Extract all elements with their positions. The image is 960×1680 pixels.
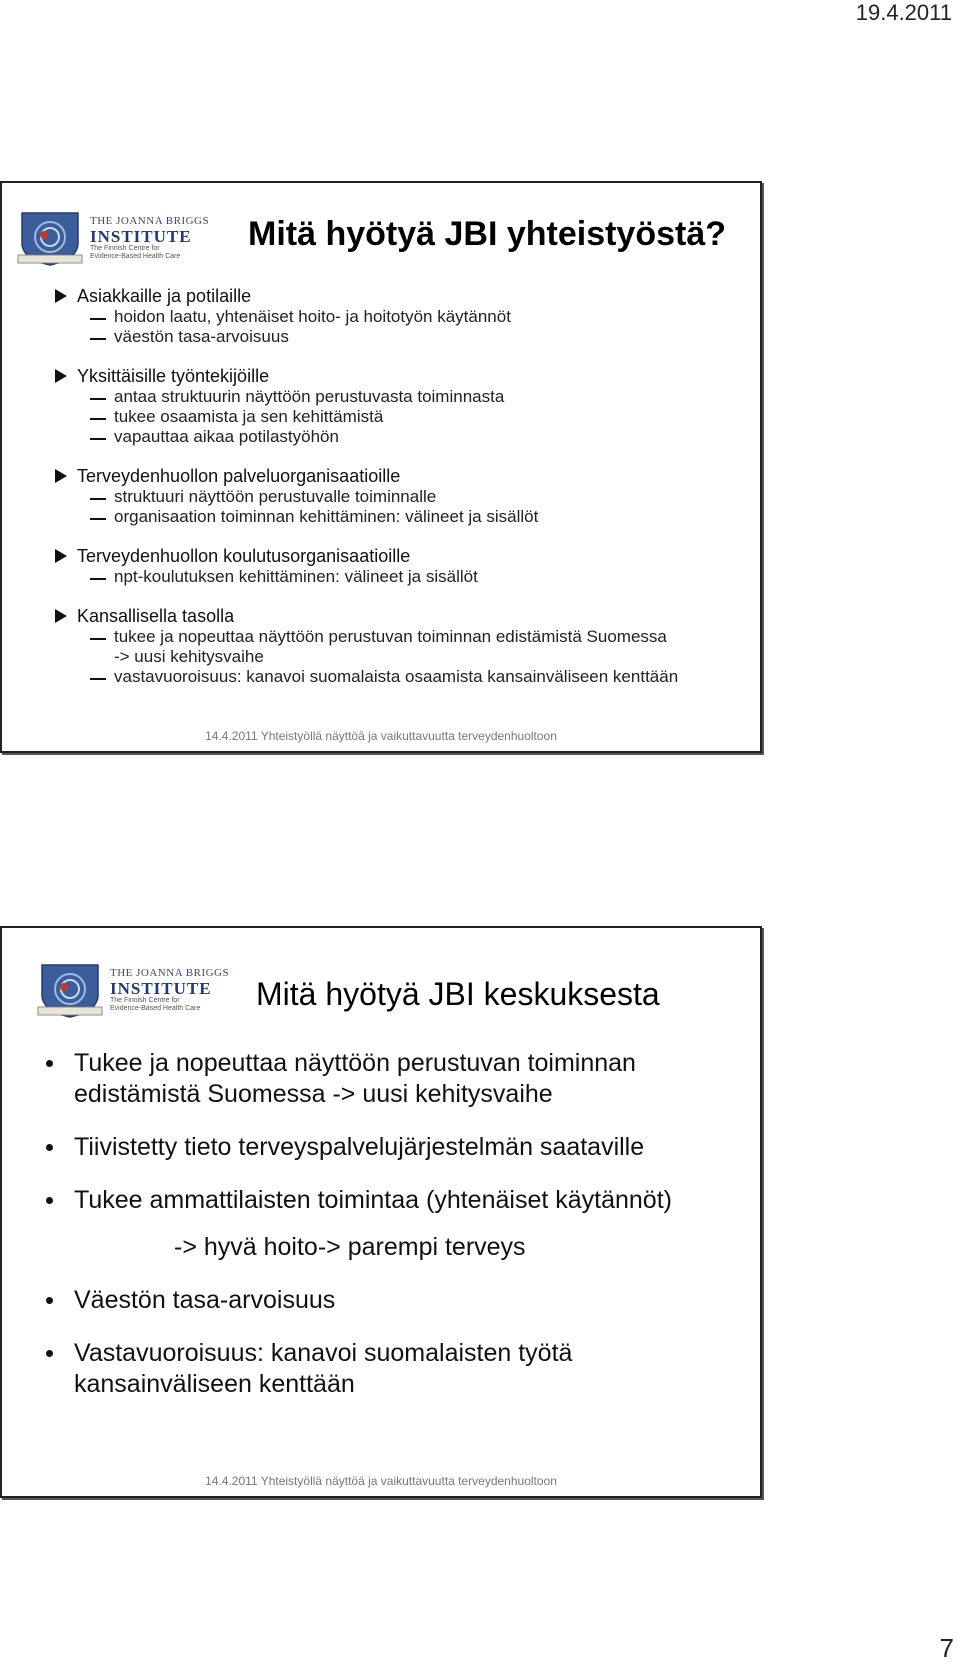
logo-line-3: The Finnish Centre for bbox=[110, 997, 180, 1005]
list-item: struktuuri näyttöön perustuvalle toiminnalle bbox=[58, 487, 750, 507]
section-heading: Asiakkaille ja potilaille bbox=[77, 286, 252, 306]
slide-2-bullets bbox=[40, 1048, 730, 1422]
jbi-logo bbox=[36, 961, 229, 1019]
bullet-item: Tukee ammattilaisten toimintaa (yhtenäiset käytännöt) -> hyvä hoito-> parempi terveys bbox=[40, 1185, 730, 1263]
arrow-bullet-icon bbox=[55, 289, 67, 303]
arrow-bullet-icon bbox=[55, 369, 67, 383]
list-item: hoidon laatu, yhtenäiset hoito- ja hoitotyön käytännöt bbox=[58, 307, 750, 327]
section bbox=[58, 285, 750, 347]
bullet-item: Tiivistetty tieto terveyspalvelujärjestelmän saataville bbox=[40, 1132, 730, 1163]
page-number: 7 bbox=[939, 1633, 954, 1663]
slide-1-sections bbox=[58, 285, 750, 705]
bullet-dot-icon bbox=[46, 1297, 53, 1304]
logo-line-2: INSTITUTE bbox=[110, 978, 212, 998]
slide-1-title: Mitä hyötyä JBI yhteistyöstä? bbox=[248, 215, 727, 253]
section-heading: Yksittäisille työntekijöille bbox=[77, 366, 270, 386]
logo-line-4: Evidence-Based Health Care bbox=[90, 252, 181, 260]
section bbox=[58, 365, 750, 447]
slide-2 bbox=[0, 926, 762, 1498]
list-item: antaa struktuurin näyttöön perustuvasta toiminnasta bbox=[58, 387, 750, 407]
list-item: väestön tasa-arvoisuus bbox=[58, 327, 750, 347]
slide-2-title: Mitä hyötyä JBI keskuksesta bbox=[256, 976, 660, 1012]
logo-line-2: INSTITUTE bbox=[90, 226, 192, 246]
section-heading: Terveydenhuollon palveluorganisaatioille bbox=[77, 466, 401, 486]
section bbox=[58, 605, 750, 687]
slide-footer: 14.4.2011 Yhteistyöllä näyttöä ja vaikuttavuutta terveydenhuoltoon bbox=[205, 1474, 557, 1488]
bullet-dot-icon bbox=[46, 1197, 53, 1204]
logo-line-1: THE JOANNA BRIGGS bbox=[90, 214, 210, 227]
logo-line-4: Evidence-Based Health Care bbox=[110, 1004, 201, 1012]
list-item: tukee osaamista ja sen kehittämistä bbox=[58, 407, 750, 427]
section-heading: Terveydenhuollon koulutusorganisaatioille bbox=[77, 546, 411, 566]
jbi-emblem-icon bbox=[36, 961, 104, 1019]
list-item: vastavuoroisuus: kanavoi suomalaista osaamista kansainväliseen kenttään bbox=[58, 667, 750, 687]
bullet-item: Vastavuoroisuus: kanavoi suomalaisten työtä kansainväliseen kenttään bbox=[40, 1338, 730, 1400]
bullet-dot-icon bbox=[46, 1350, 53, 1357]
list-item: npt-koulutuksen kehittäminen: välineet ja sisällöt bbox=[58, 567, 750, 587]
list-item: vapauttaa aikaa potilastyöhön bbox=[58, 427, 750, 447]
bullet-item: Tukee ja nopeuttaa näyttöön perustuvan toiminnan edistämistä Suomessa -> uusi kehitysvaihe bbox=[40, 1048, 730, 1110]
bullet-item: Väestön tasa-arvoisuus bbox=[40, 1285, 730, 1316]
jbi-emblem-icon bbox=[16, 209, 84, 267]
jbi-logo bbox=[16, 209, 209, 267]
list-item-continuation: -> uusi kehitysvaihe bbox=[114, 647, 264, 666]
slide-footer: 14.4.2011 Yhteistyöllä näyttöä ja vaikuttavuutta terveydenhuoltoon bbox=[205, 729, 557, 743]
arrow-bullet-icon bbox=[55, 609, 67, 623]
bullet-continuation: -> hyvä hoito-> parempi terveys bbox=[174, 1233, 526, 1261]
section-heading: Kansallisella tasolla bbox=[77, 606, 235, 626]
list-item: tukee ja nopeuttaa näyttöön perustuvan toiminnan edistämistä Suomessa bbox=[58, 627, 750, 647]
bullet-dot-icon bbox=[46, 1060, 53, 1067]
arrow-bullet-icon bbox=[55, 549, 67, 563]
page-date: 19.4.2011 bbox=[855, 0, 952, 25]
list-item: organisaation toiminnan kehittäminen: välineet ja sisällöt bbox=[58, 507, 750, 527]
bullet-dot-icon bbox=[46, 1144, 53, 1151]
section bbox=[58, 465, 750, 527]
section bbox=[58, 545, 750, 587]
arrow-bullet-icon bbox=[55, 469, 67, 483]
logo-line-1: THE JOANNA BRIGGS bbox=[110, 966, 230, 979]
logo-line-3: The Finnish Centre for bbox=[90, 245, 160, 253]
slide-1 bbox=[0, 181, 762, 753]
